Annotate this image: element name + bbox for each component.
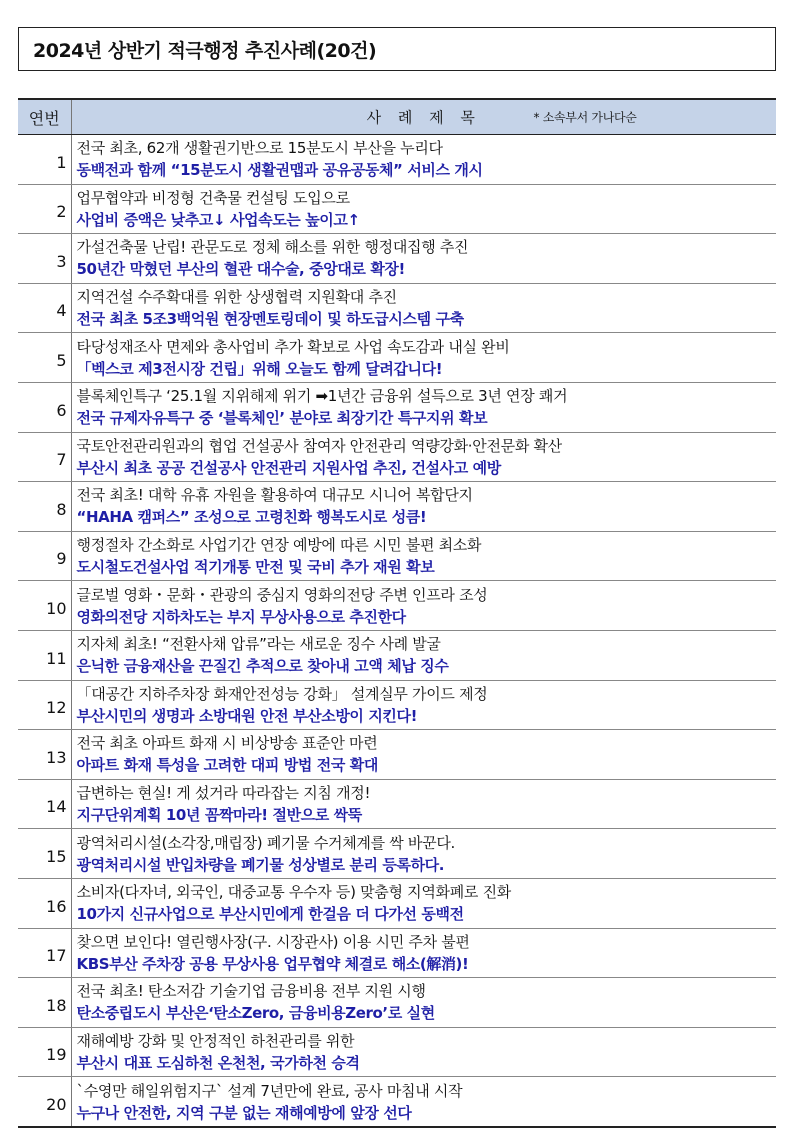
row-content: [71, 283, 776, 333]
row-number: 13: [18, 730, 71, 780]
case-subtitle: 소비자(다자녀, 외국인, 대중교통 우수자 등) 맞춤형 지역화폐로 진화: [76, 883, 511, 902]
case-title: 탄소중립도시 부산은‘탄소Zero, 금융비용Zero’로 실현: [76, 1004, 435, 1023]
table-header-row: [18, 99, 776, 135]
table-row: [18, 432, 776, 482]
case-title: 지구단위계획 10년 꼼짝마라! 절반으로 싹뚝: [76, 806, 362, 825]
row-number: 5: [18, 333, 71, 383]
row-content: [71, 680, 776, 730]
row-content: [71, 234, 776, 284]
row-content: [71, 829, 776, 879]
header-title: 사 례 제 목: [366, 108, 481, 127]
row-number: 18: [18, 978, 71, 1028]
row-number: 1: [18, 135, 71, 185]
header-number: 연번: [18, 99, 71, 135]
row-content: [71, 581, 776, 631]
table-row: [18, 382, 776, 432]
case-subtitle: 전국 최초, 62개 생활권기반으로 15분도시 부산을 누리다: [76, 139, 443, 158]
row-content: [71, 531, 776, 581]
case-title: 부산시민의 생명과 소방대원 안전 부산소방이 지킨다!: [76, 706, 418, 725]
case-subtitle: 전국 최초 아파트 화재 시 비상방송 표준안 마련: [76, 734, 378, 753]
table-row: [18, 829, 776, 879]
table-row: [18, 135, 776, 185]
case-title: 은닉한 금융재산을 끈질긴 추적으로 찾아내 고액 체납 징수: [76, 657, 449, 676]
row-number: 12: [18, 680, 71, 730]
cases-table: [18, 98, 776, 1128]
row-number: 9: [18, 531, 71, 581]
row-number: 17: [18, 928, 71, 978]
row-number: 14: [18, 779, 71, 829]
table-row: [18, 184, 776, 234]
case-subtitle: 재해예방 강화 및 안정적인 하천관리를 위한: [76, 1031, 355, 1050]
row-number: 16: [18, 878, 71, 928]
case-subtitle: 찾으면 보인다! 열린행사장(구. 시장관사) 이용 시민 주차 불편: [76, 932, 470, 951]
row-content: [71, 482, 776, 532]
row-content: [71, 135, 776, 185]
case-title: KBS부산 주차장 공용 무상사용 업무협약 체결로 해소(解消)!: [76, 954, 469, 973]
case-title: 10가지 신규사업으로 부산시민에게 한걸음 더 다가선 동백전: [76, 905, 464, 924]
case-subtitle: 타당성재조사 면제와 총사업비 추가 확보로 사업 속도감과 내실 완비: [76, 337, 510, 356]
case-subtitle: 급변하는 현실! 게 섰거라 따라잡는 지침 개정!: [76, 784, 371, 803]
table-row: [18, 680, 776, 730]
case-title: 전국 최초 5조3백억원 현장멘토링데이 및 하도급시스템 구축: [76, 310, 464, 329]
row-content: [71, 1077, 776, 1127]
case-subtitle: 업무협약과 비정형 건축물 컨설팅 도입으로: [76, 188, 350, 207]
row-content: [71, 333, 776, 383]
table-body: [18, 135, 776, 1127]
case-subtitle: 전국 최초! 대학 유휴 자원을 활용하여 대규모 시니어 복합단지: [76, 486, 473, 505]
table-row: [18, 928, 776, 978]
row-content: [71, 779, 776, 829]
document-title: 2024년 상반기 적극행정 추진사례(20건): [18, 27, 776, 71]
row-number: 20: [18, 1077, 71, 1127]
table-row: [18, 978, 776, 1028]
row-number: 8: [18, 482, 71, 532]
row-number: 10: [18, 581, 71, 631]
row-number: 4: [18, 283, 71, 333]
case-subtitle: 글로벌 영화・문화・관광의 중심지 영화의전당 주변 인프라 조성: [76, 585, 488, 604]
table-row: [18, 730, 776, 780]
table-row: [18, 333, 776, 383]
table-row: [18, 482, 776, 532]
case-subtitle: 광역처리시설(소각장,매립장) 폐기물 수거체계를 싹 바꾼다.: [76, 833, 455, 852]
row-content: [71, 382, 776, 432]
row-number: 6: [18, 382, 71, 432]
case-title: 광역처리시설 반입차량을 폐기물 성상별로 분리 등록하다.: [76, 855, 445, 874]
row-content: [71, 730, 776, 780]
header-title-cell: [71, 99, 776, 135]
row-number: 19: [18, 1027, 71, 1077]
table-row: [18, 581, 776, 631]
case-title: 영화의전당 지하차도는 부지 무상사용으로 추진한다: [76, 607, 406, 626]
header-sort-note: * 소속부서 가나다순: [533, 110, 637, 125]
case-title: 누구나 안전한, 지역 구분 없는 재해예방에 앞장 선다: [76, 1103, 412, 1122]
row-content: [71, 184, 776, 234]
case-subtitle: `수영만 해일위험지구` 설계 7년만에 완료, 공사 마침내 시작: [76, 1081, 463, 1100]
table-row: [18, 234, 776, 284]
row-content: [71, 432, 776, 482]
table-row: [18, 531, 776, 581]
case-title: 「벡스코 제3전시장 건립」위해 오늘도 함께 달려갑니다!: [76, 359, 443, 378]
case-title: 아파트 화재 특성을 고려한 대피 방법 전국 확대: [76, 756, 378, 775]
table-row: [18, 1027, 776, 1077]
case-title: 50년간 막혔던 부산의 혈관 대수술, 중앙대로 확장!: [76, 260, 405, 279]
row-content: [71, 928, 776, 978]
row-content: [71, 1027, 776, 1077]
case-title: 동백전과 함께 “15분도시 생활권맵과 공유공동체” 서비스 개시: [76, 161, 483, 180]
row-number: 15: [18, 829, 71, 879]
row-number: 11: [18, 630, 71, 680]
row-content: [71, 630, 776, 680]
case-subtitle: 행정절차 간소화로 사업기간 연장 예방에 따른 시민 불편 최소화: [76, 536, 482, 555]
case-title: 사업비 증액은 낮추고↓ 사업속도는 높이고↑: [76, 210, 360, 229]
table-row: [18, 283, 776, 333]
table-row: [18, 779, 776, 829]
case-subtitle: 블록체인특구 ‘25.1월 지위해제 위기 ➡1년간 금융위 설득으로 3년 연장 쾌거: [76, 387, 568, 406]
case-subtitle: 가설건축물 난립! 관문도로 정체 해소를 위한 행정대집행 추진: [76, 238, 469, 257]
table-row: [18, 1077, 776, 1127]
case-subtitle: 지역건설 수주확대를 위한 상생협력 지원확대 추진: [76, 288, 397, 307]
case-subtitle: 「대공간 지하주차장 화재안전성능 강화」 설계실무 가이드 제정: [76, 684, 488, 703]
case-title: 부산시 최초 공공 건설공사 안전관리 지원사업 추진, 건설사고 예방: [76, 458, 501, 477]
case-title: 도시철도건설사업 적기개통 만전 및 국비 추가 재원 확보: [76, 558, 435, 577]
row-number: 2: [18, 184, 71, 234]
case-subtitle: 전국 최초! 탄소저감 기술기업 금융비용 전부 지원 시행: [76, 982, 426, 1001]
case-subtitle: 지자체 최초! “전환사채 압류”라는 새로운 징수 사례 발굴: [76, 635, 441, 654]
case-title: 전국 규제자유특구 중 ‘블록체인’ 분야로 최장기간 특구지위 확보: [76, 409, 488, 428]
case-subtitle: 국토안전관리원과의 협업 건설공사 참여자 안전관리 역량강화·안전문화 확산: [76, 436, 562, 455]
case-title: 부산시 대표 도심하천 온천천, 국가하천 승격: [76, 1053, 360, 1072]
row-content: [71, 878, 776, 928]
table-row: [18, 878, 776, 928]
row-content: [71, 978, 776, 1028]
row-number: 3: [18, 234, 71, 284]
case-title: “HAHA 캠퍼스” 조성으로 고령친화 행복도시로 성큼!: [76, 508, 427, 527]
row-number: 7: [18, 432, 71, 482]
table-row: [18, 630, 776, 680]
